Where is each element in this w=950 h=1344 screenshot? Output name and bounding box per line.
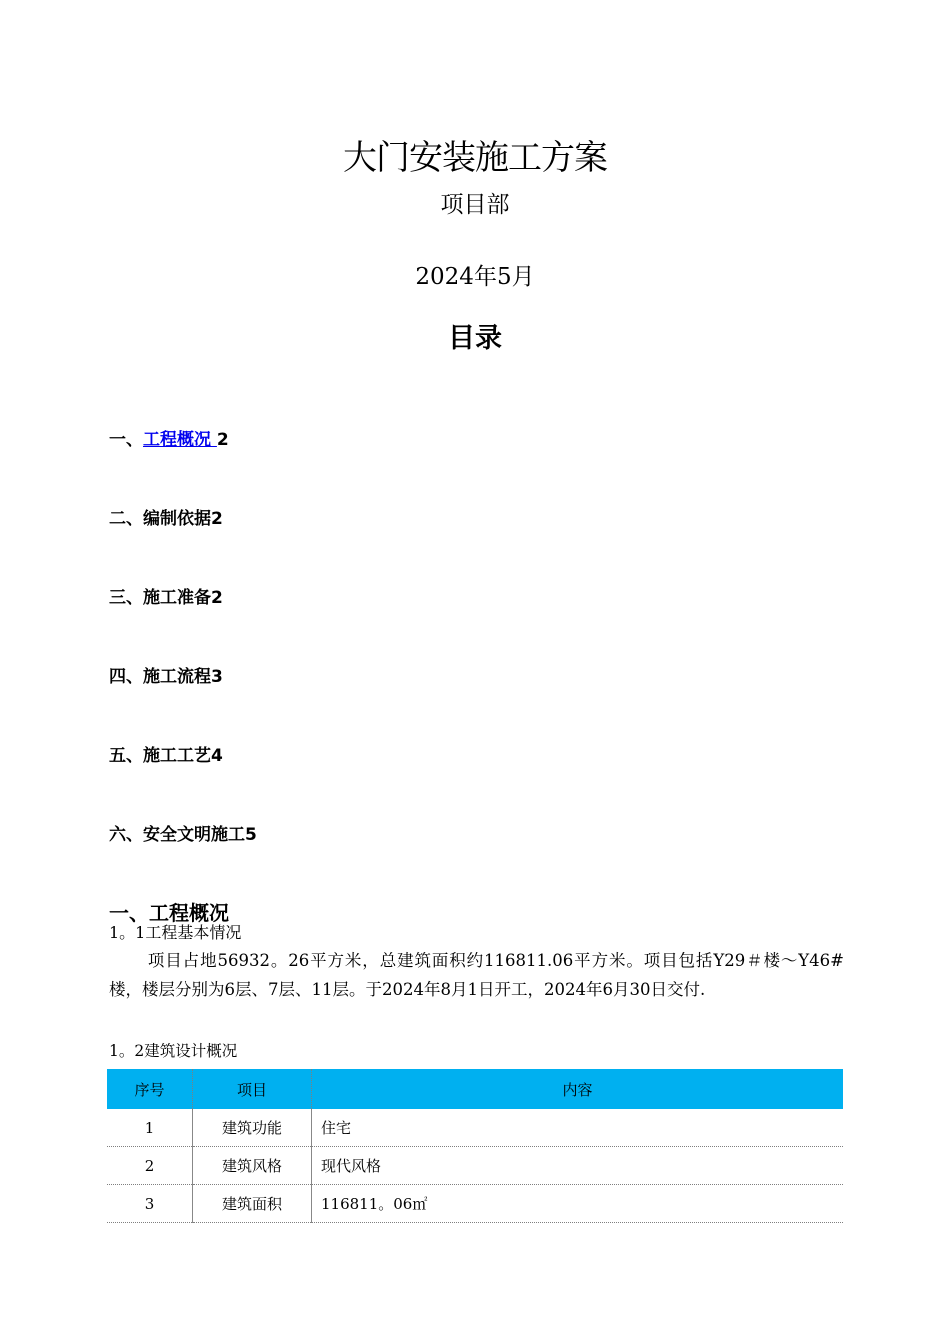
table-cell: 116811。06㎡ — [312, 1185, 844, 1223]
table-row — [107, 1109, 843, 1147]
paragraph-text: 项目占地56932。26平方米，总建筑面积约116811.06平方米。项目包括Y29＃楼～Y46#楼，楼层分别为6层、7层、11层。于2024年8月1日开工，2024年6月30日交付. — [109, 951, 844, 999]
column-header: 序号 — [107, 1069, 193, 1109]
column-header: 内容 — [312, 1069, 844, 1109]
toc-item-prefix: 六、 — [109, 825, 143, 845]
toc-item-label: 施工工艺 — [143, 746, 211, 766]
toc-item-page: 2 — [211, 509, 223, 529]
section-heading: 一、工程概况 — [109, 901, 229, 925]
toc-item-prefix: 五、 — [109, 746, 143, 766]
column-header: 项目 — [193, 1069, 312, 1109]
department-name: 项目部 — [440, 192, 510, 218]
toc-item-overview — [109, 425, 229, 450]
toc-item-label: 施工流程 — [143, 667, 211, 687]
toc-item-process — [109, 662, 223, 687]
toc-item-basis — [109, 504, 223, 529]
toc-item-label: 编制依据 — [143, 509, 211, 529]
toc-heading: 目录 — [448, 323, 502, 354]
table-row — [107, 1147, 843, 1185]
toc-item-preparation — [109, 583, 223, 608]
document-date: 2024年5月 — [415, 264, 535, 290]
table-cell: 建筑功能 — [193, 1109, 312, 1147]
subsection-heading: 1。1工程基本情况 — [109, 923, 242, 942]
table-cell: 住宅 — [312, 1109, 844, 1147]
toc-item-page: 5 — [245, 825, 257, 845]
toc-item-prefix: 二、 — [109, 509, 143, 529]
document-title: 大门安装施工方案 — [343, 138, 607, 178]
table-cell: 1 — [107, 1109, 193, 1147]
table-row — [107, 1185, 843, 1223]
toc-item-prefix: 四、 — [109, 667, 143, 687]
table-cell: 3 — [107, 1185, 193, 1223]
toc-item-page: 2 — [211, 588, 223, 608]
toc-item-safety — [109, 820, 257, 845]
toc-item-technique — [109, 741, 223, 766]
toc-item-page: 4 — [211, 746, 223, 766]
table-cell: 建筑风格 — [193, 1147, 312, 1185]
toc-item-page: 2 — [216, 430, 229, 450]
overview-paragraph — [109, 946, 844, 1004]
toc-item-label: 施工准备 — [143, 588, 211, 608]
table-header-row — [107, 1069, 843, 1109]
toc-item-prefix: 一、 — [109, 430, 143, 450]
table-cell: 2 — [107, 1147, 193, 1185]
toc-item-label: 安全文明施工 — [143, 825, 245, 845]
table-cell: 建筑面积 — [193, 1185, 312, 1223]
toc-item-page: 3 — [211, 667, 223, 687]
toc-link-overview[interactable]: 工程概况 — [143, 430, 217, 450]
design-overview-table — [107, 1069, 843, 1223]
toc-item-prefix: 三、 — [109, 588, 143, 608]
subsection-heading: 1。2建筑设计概况 — [109, 1042, 238, 1060]
table-cell: 现代风格 — [312, 1147, 844, 1185]
